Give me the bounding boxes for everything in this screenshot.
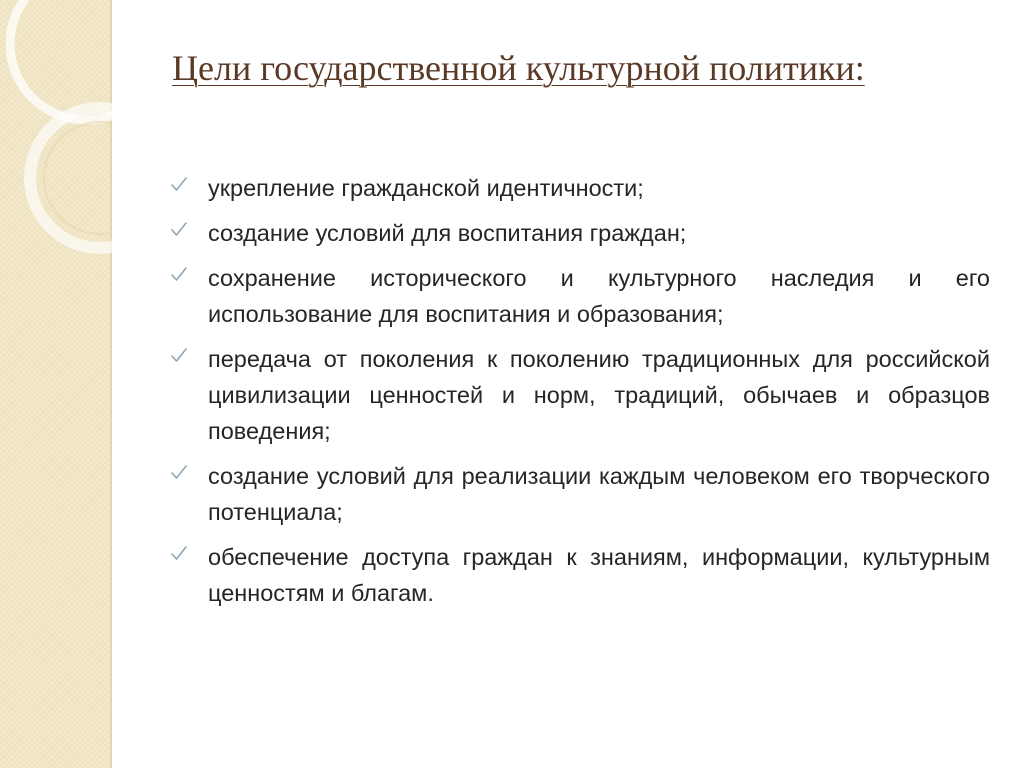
checkmark-icon bbox=[170, 464, 188, 480]
ring-large bbox=[10, 0, 112, 120]
list-item bbox=[170, 170, 990, 206]
checkmark-icon bbox=[170, 545, 188, 561]
list-item bbox=[170, 539, 990, 611]
list-item-text: передача от поколения к поколению традиционных для российской цивилизации ценностей и норм, традиций, обычаев и образцов поведения; bbox=[208, 346, 990, 444]
goals-list bbox=[170, 170, 990, 620]
list-item bbox=[170, 341, 990, 449]
decorative-rings-icon bbox=[0, 0, 112, 260]
slide-title: Цели государственной культурной политики: bbox=[172, 48, 865, 88]
list-item bbox=[170, 458, 990, 530]
checkmark-icon bbox=[170, 176, 188, 192]
list-item-text: создание условий для реализации каждым человеком его творческого потенциала; bbox=[208, 463, 990, 525]
list-item bbox=[170, 260, 990, 332]
list-item bbox=[170, 215, 990, 251]
list-item-text: обеспечение доступа граждан к знаниям, информации, культурным ценностям и благам. bbox=[208, 544, 990, 606]
checkmark-icon bbox=[170, 221, 188, 237]
checkmark-icon bbox=[170, 347, 188, 363]
ring-inner bbox=[44, 122, 112, 234]
list-item-text: укрепление гражданской идентичности; bbox=[208, 175, 644, 201]
list-item-text: сохранение исторического и культурного наследия и его использование для воспитания и образования; bbox=[208, 265, 990, 327]
list-item-text: создание условий для воспитания граждан; bbox=[208, 220, 687, 246]
checkmark-icon bbox=[170, 266, 188, 282]
